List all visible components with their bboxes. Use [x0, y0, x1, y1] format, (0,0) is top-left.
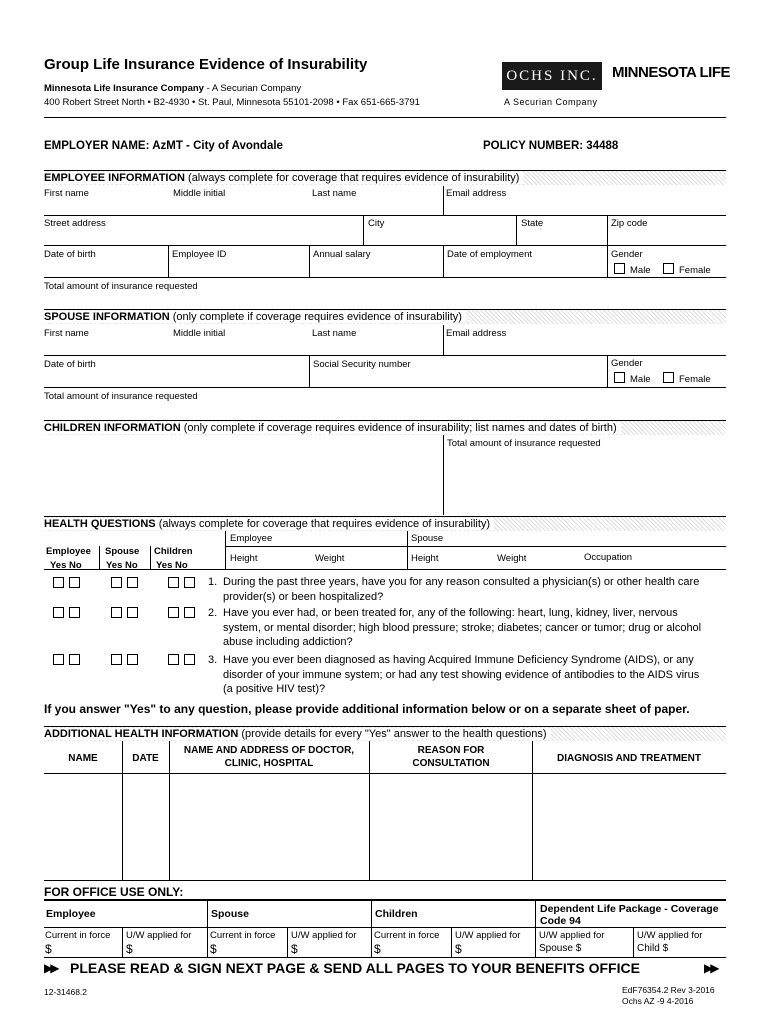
spouse-gender-label: Gender	[611, 358, 643, 369]
female-label: Female	[679, 265, 711, 276]
divider	[207, 899, 208, 957]
checkbox-icon[interactable]	[168, 577, 179, 588]
children-section-subtitle: (only complete if coverage requires evidence of insurability; list names and dates of birth)	[183, 422, 617, 434]
divider	[532, 741, 533, 881]
divider	[607, 215, 608, 246]
spouse-gender-male[interactable]	[614, 372, 651, 385]
spouse-gender-female[interactable]	[663, 372, 711, 385]
question-number: 2.	[208, 607, 218, 619]
ch-uw-applied[interactable]: U/W applied for	[455, 930, 521, 941]
dollar-field[interactable]: $	[455, 942, 462, 956]
divider	[309, 245, 310, 277]
spouse-weight-field[interactable]: Weight	[497, 553, 527, 564]
divider	[309, 355, 310, 387]
checkbox-icon[interactable]	[53, 654, 64, 665]
dollar-field[interactable]: $	[291, 942, 298, 956]
divider	[516, 215, 517, 246]
divider	[44, 387, 726, 388]
divider	[99, 546, 100, 569]
employer-name: EMPLOYER NAME: AzMT - City of Avondale	[44, 140, 283, 152]
checkbox-icon[interactable]	[111, 654, 122, 665]
employee-gender-label: Gender	[611, 249, 643, 260]
employee-height-field[interactable]: Height	[230, 553, 258, 564]
occupation-field[interactable]: Occupation	[584, 552, 633, 563]
checkbox-icon[interactable]	[111, 577, 122, 588]
checkbox-icon[interactable]	[168, 654, 179, 665]
divider	[44, 215, 726, 216]
health-section-subtitle: (always complete for coverage that requires evidence of insurability)	[158, 518, 491, 530]
employee-section-subtitle: (always complete for coverage that requires evidence of insurability)	[188, 172, 520, 184]
policy-number: POLICY NUMBER: 34488	[483, 140, 619, 152]
additional-section-subtitle: (provide details for every "Yes" answer to the health questions)	[241, 728, 547, 740]
spouse-section-title: SPOUSE INFORMATION	[44, 311, 170, 323]
office-employee: Employee	[46, 908, 96, 920]
dep-spouse-uw-applied[interactable]: U/W applied for	[539, 930, 605, 941]
office-spouse: Spouse	[211, 908, 249, 920]
divider	[44, 927, 726, 928]
header-divider	[44, 117, 726, 118]
yes-no-label: Yes No	[106, 560, 138, 571]
employee-dob-field[interactable]: Date of birth	[44, 249, 96, 260]
dollar-field[interactable]: $	[374, 942, 381, 956]
divider	[225, 531, 226, 569]
checkbox-icon[interactable]	[53, 607, 64, 618]
checkbox-icon[interactable]	[184, 607, 195, 618]
dollar-field[interactable]: $	[126, 942, 133, 956]
employee-section-header	[44, 170, 726, 185]
sp-uw-applied[interactable]: U/W applied for	[291, 930, 357, 941]
checkbox-icon[interactable]	[614, 372, 625, 383]
question-text: Have you ever been diagnosed as having Acquired Immune Deficiency Syndrome (AIDS), or any disorder of your immune system; or had any test showing evidence of antibodies to the AIDS virus (a positive HIV test)?	[223, 654, 700, 695]
employee-last-name-field[interactable]: Last name	[312, 188, 357, 199]
checkbox-icon[interactable]	[53, 577, 64, 588]
q2-checkboxes[interactable]	[53, 607, 200, 620]
question-text: During the past three years, have you for any reason consulted a physician(s) or other health care provider(s) or been hospitalized?	[223, 576, 700, 603]
q1-checkboxes[interactable]	[53, 577, 200, 590]
employee-doe-field[interactable]: Date of employment	[447, 249, 533, 260]
checkbox-icon[interactable]	[127, 654, 138, 665]
ochs-number: Ochs AZ -9 4-2016	[622, 996, 694, 1006]
employee-city-field[interactable]: City	[368, 218, 385, 229]
divider	[44, 899, 726, 901]
company-name: Minnesota Life Insurance Company	[44, 83, 204, 94]
company-suffix: - A Securian Company	[203, 83, 302, 94]
spouse-dollar-field[interactable]: Spouse $	[539, 943, 582, 954]
yes-no-label: Yes No	[156, 560, 188, 571]
divider	[443, 245, 444, 277]
employee-salary-field[interactable]: Annual salary	[313, 249, 371, 260]
divider	[122, 741, 123, 881]
health-section-title: HEALTH QUESTIONS	[44, 518, 156, 530]
hq-col-employee: Employee	[46, 546, 91, 557]
checkbox-icon[interactable]	[127, 577, 138, 588]
double-arrow-right-icon: ▶▶	[704, 961, 717, 975]
office-dependent: Dependent Life Package - Coverage Code 94	[540, 903, 719, 927]
divider	[169, 741, 170, 881]
checkbox-icon[interactable]	[69, 577, 80, 588]
office-children: Children	[375, 908, 418, 920]
employee-total-amount-field[interactable]: Total amount of insurance requested	[44, 281, 198, 292]
ch-current-in-force[interactable]: Current in force	[374, 930, 440, 941]
spouse-total-amount-field[interactable]: Total amount of insurance requested	[44, 391, 198, 402]
divider	[287, 927, 288, 957]
minnesota-life-logo: MINNESOTA LIFE	[612, 64, 730, 81]
checkbox-icon[interactable]	[184, 654, 195, 665]
divider	[451, 927, 452, 957]
sp-current-in-force[interactable]: Current in force	[210, 930, 276, 941]
divider	[443, 435, 444, 515]
spouse-ssn-field[interactable]: Social Security number	[313, 359, 411, 370]
additional-section-title: ADDITIONAL HEALTH INFORMATION	[44, 728, 239, 740]
divider	[443, 186, 444, 216]
health-section-header	[44, 516, 726, 531]
divider	[168, 245, 169, 277]
divider	[44, 355, 726, 356]
col-doctor: NAME AND ADDRESS OF DOCTOR, CLINIC, HOSPITAL	[183, 745, 355, 769]
question-number: 3.	[208, 654, 218, 666]
employee-state-field[interactable]: State	[521, 218, 544, 229]
col-reason: REASON FOR CONSULTATION	[412, 745, 490, 769]
hq-employee-label: Employee	[230, 533, 273, 544]
spouse-height-field[interactable]: Height	[411, 553, 439, 564]
male-label: Male	[630, 265, 651, 276]
q3-checkboxes[interactable]	[53, 654, 200, 667]
checkbox-icon[interactable]	[663, 263, 674, 274]
female-label: Female	[679, 374, 711, 385]
health-question-3	[208, 653, 708, 697]
divider	[44, 957, 726, 958]
child-dollar-field[interactable]: Child $	[637, 943, 669, 954]
checkbox-icon[interactable]	[127, 607, 138, 618]
hq-col-children: Children	[154, 546, 193, 557]
hq-col-spouse: Spouse	[105, 546, 140, 557]
emp-uw-applied[interactable]: U/W applied for	[126, 930, 192, 941]
employee-zip-field[interactable]: Zip code	[611, 218, 648, 229]
yes-no-label: Yes No	[50, 560, 82, 571]
employee-email-field[interactable]: Email address	[446, 188, 507, 199]
emp-current-in-force[interactable]: Current in force	[45, 930, 111, 941]
divider	[443, 325, 444, 355]
checkbox-icon[interactable]	[614, 263, 625, 274]
children-section-header	[44, 420, 726, 435]
additional-section-header	[44, 726, 726, 741]
ochs-logo: OCHS INC.	[502, 62, 602, 90]
employee-weight-field[interactable]: Weight	[315, 553, 345, 564]
company-name-line	[44, 83, 301, 94]
divider	[44, 277, 726, 278]
col-name: NAME	[68, 753, 98, 764]
children-total-amount-field[interactable]: Total amount of insurance requested	[447, 438, 601, 449]
divider	[150, 546, 151, 569]
form-number: 12-31468.2	[44, 987, 88, 997]
divider	[607, 245, 608, 277]
dollar-field[interactable]: $	[210, 942, 217, 956]
footer-banner: PLEASE READ & SIGN NEXT PAGE & SEND ALL PAGES TO YOUR BENEFITS OFFICE	[70, 960, 640, 976]
spouse-first-name-field[interactable]: First name	[44, 328, 89, 339]
employee-section-title: EMPLOYEE INFORMATION	[44, 172, 185, 184]
checkbox-icon[interactable]	[69, 654, 80, 665]
employee-id-field[interactable]: Employee ID	[172, 249, 227, 260]
divider	[607, 355, 608, 387]
checkbox-icon[interactable]	[184, 577, 195, 588]
divider	[44, 569, 726, 570]
spouse-middle-initial-field[interactable]: Middle initial	[173, 328, 226, 339]
spouse-last-name-field[interactable]: Last name	[312, 328, 357, 339]
spouse-section-header	[44, 309, 726, 324]
employee-gender-female[interactable]	[663, 263, 711, 276]
divider	[44, 880, 726, 881]
employee-gender-male[interactable]	[614, 263, 651, 276]
edf-number: EdF76354.2 Rev 3-2016	[622, 985, 715, 995]
col-diagnosis: DIAGNOSIS AND TREATMENT	[557, 753, 701, 764]
company-address: 400 Robert Street North • B2-4930 • St. Paul, Minnesota 55101-2098 • Fax 651-665-3791	[44, 97, 420, 108]
divider	[363, 215, 364, 246]
if-yes-instruction: If you answer "Yes" to any question, please provide additional information below or on a separate sheet of paper.	[44, 702, 690, 716]
dep-child-uw-applied[interactable]: U/W applied for	[637, 930, 703, 941]
question-number: 1.	[208, 576, 218, 588]
divider	[44, 773, 726, 774]
divider	[369, 741, 370, 881]
health-question-1	[208, 575, 708, 604]
office-use-title: FOR OFFICE USE ONLY:	[44, 885, 184, 899]
dollar-field[interactable]: $	[45, 942, 52, 956]
spouse-section-subtitle: (only complete if coverage requires evidence of insurability)	[172, 311, 462, 323]
checkbox-icon[interactable]	[168, 607, 179, 618]
divider	[535, 899, 536, 957]
question-text: Have you ever had, or been treated for, any of the following: heart, lung, kidney, liver, nervous system, or mental disorder; high blood pressure; stroke; diabetes; cancer or tumor; drug or alcohol abuse including addiction?	[223, 607, 702, 648]
spouse-email-field[interactable]: Email address	[446, 328, 507, 339]
spouse-dob-field[interactable]: Date of birth	[44, 359, 96, 370]
children-section-title: CHILDREN INFORMATION	[44, 422, 181, 434]
male-label: Male	[630, 374, 651, 385]
divider	[407, 531, 408, 569]
divider	[44, 245, 726, 246]
hq-spouse-label: Spouse	[411, 533, 444, 544]
checkbox-icon[interactable]	[69, 607, 80, 618]
divider	[122, 927, 123, 957]
employee-street-field[interactable]: Street address	[44, 218, 106, 229]
form-revision	[622, 985, 715, 1007]
securian-tagline: A Securian Company	[504, 97, 598, 107]
health-question-2	[208, 606, 708, 650]
double-arrow-right-icon: ▶▶	[44, 961, 57, 975]
divider	[225, 546, 726, 547]
employee-middle-initial-field[interactable]: Middle initial	[173, 188, 226, 199]
employee-first-name-field[interactable]: First name	[44, 188, 89, 199]
col-date: DATE	[132, 753, 159, 764]
form-title: Group Life Insurance Evidence of Insurability	[44, 56, 368, 73]
divider	[633, 927, 634, 957]
checkbox-icon[interactable]	[663, 372, 674, 383]
divider	[371, 899, 372, 957]
checkbox-icon[interactable]	[111, 607, 122, 618]
